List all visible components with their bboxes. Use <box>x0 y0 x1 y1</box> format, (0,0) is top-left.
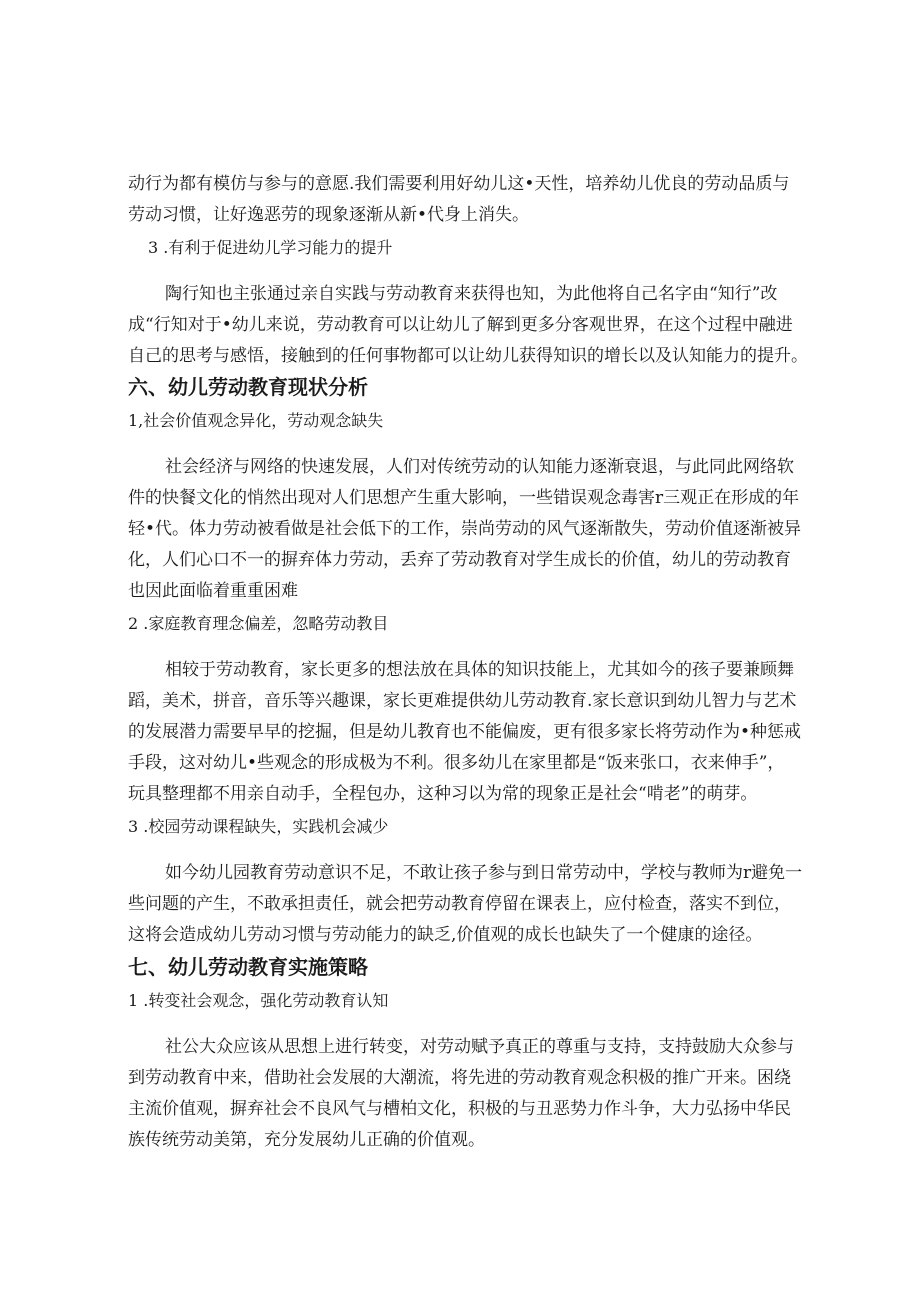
subsection-heading: 2 .家庭教育理念偏差，忽略劳动教目 <box>128 614 389 633</box>
paragraph-line: 陶行知也主张通过亲自实践与劳动教育来获得也知，为此他将自己名字由“知行”改 <box>165 284 778 304</box>
section-heading: 六、幼儿劳动教育现状分析 <box>128 375 368 399</box>
subsection-heading: 1,社会价值观念异化，劳动观念缺失 <box>128 411 384 430</box>
subsection-heading: 3 .有利于促进幼儿学习能力的提升 <box>148 238 393 257</box>
paragraph-line: 些问题的产生，不敢承担责任，就会把劳动教育停留在课表上，应付检查，落实不到位， <box>128 894 791 914</box>
paragraph-line: 件的快餐文化的悄然出现对人们思想产生重大影响，一些错误观念毒害r三观正在形成的年 <box>128 488 800 508</box>
subsection-heading: 3 .校园劳动课程缺失，实践机会减少 <box>128 817 389 836</box>
paragraph-line: 社会经济与网络的快速发展，人们对传统劳动的认知能力逐渐衰退，与此同此网络软 <box>165 457 794 477</box>
paragraph-line: 自己的思考与感悟，接触到的任何事物都可以让幼儿获得知识的增长以及认知能力的提升。 <box>128 346 808 366</box>
paragraph-line: 社公大众应该从思想上进行转变，对劳动赋予真正的尊重与支持，支持鼓励大众参与 <box>165 1037 794 1057</box>
paragraph-line: 主流价值观，摒弃社会不良风气与槽柏文化，积极的与丑恶势力作斗争，大力弘扬中华民 <box>128 1099 791 1119</box>
paragraph-line: 玩具整理都不用亲自动手，全程包办，这种习以为常的现象正是社会“啃老”的萌芽。 <box>128 784 758 804</box>
paragraph-line: 也因此面临着重重困难 <box>128 581 298 601</box>
paragraph-line: 化，人们心口不一的摒弃体力劳动，丢弃了劳动教育对学生成长的价值，幼儿的劳动教育 <box>128 550 791 570</box>
paragraph-line: 这将会造成幼儿劳动习惯与劳动能力的缺乏,价值观的成长也缺失了一个健康的途径。 <box>128 925 763 945</box>
paragraph-line: 劳动习惯，让好逸恶劳的现象逐渐从新•代身上消失。 <box>128 205 530 225</box>
subsection-heading: 1 .转变社会观念，强化劳动教育认知 <box>128 991 389 1010</box>
paragraph-line: 轻•代。体力劳动被看做是社会低下的工作，崇尚劳动的风气逐渐散失，劳动价值逐渐被异 <box>128 519 802 539</box>
paragraph-line: 蹈，美术，拼音，音乐等兴趣课，家长更难提供幼儿劳动教育.家长意识到幼儿智力与艺术 <box>128 691 797 711</box>
paragraph-line: 如今幼儿园教育劳动意识不足，不敢让孩子参与到日常劳动中，学校与教师为r避免一 <box>165 863 803 883</box>
paragraph-line: 成“行知对于•幼儿来说，劳动教育可以让幼儿了解到更多分客观世界，在这个过程中融进 <box>128 315 793 335</box>
paragraph-line: 相较于劳动教育，家长更多的想法放在具体的知识技能上，尤其如今的孩子要兼顾舞 <box>165 660 794 680</box>
paragraph-line: 的发展潜力需要早早的挖掘，但是幼儿教育也不能偏废，更有很多家长将劳动作为•种惩戒 <box>128 722 802 742</box>
paragraph-line: 手段，这对幼儿•些观念的形成极为不利。很多幼儿在家里都是“饭来张口，衣来伸手”， <box>128 753 785 773</box>
paragraph-line: 到劳动教育中来，借助社会发展的大潮流，将先进的劳动教育观念积极的推广开来。困绕 <box>128 1068 791 1088</box>
paragraph-line: 族传统劳动美第，充分发展幼儿正确的价值观。 <box>128 1130 485 1150</box>
paragraph-line: 动行为都有模仿与参与的意愿.我们需要利用好幼儿这•天性，培养幼儿优良的劳动品质与 <box>128 174 790 194</box>
section-heading: 七、幼儿劳动教育实施策略 <box>128 955 368 979</box>
